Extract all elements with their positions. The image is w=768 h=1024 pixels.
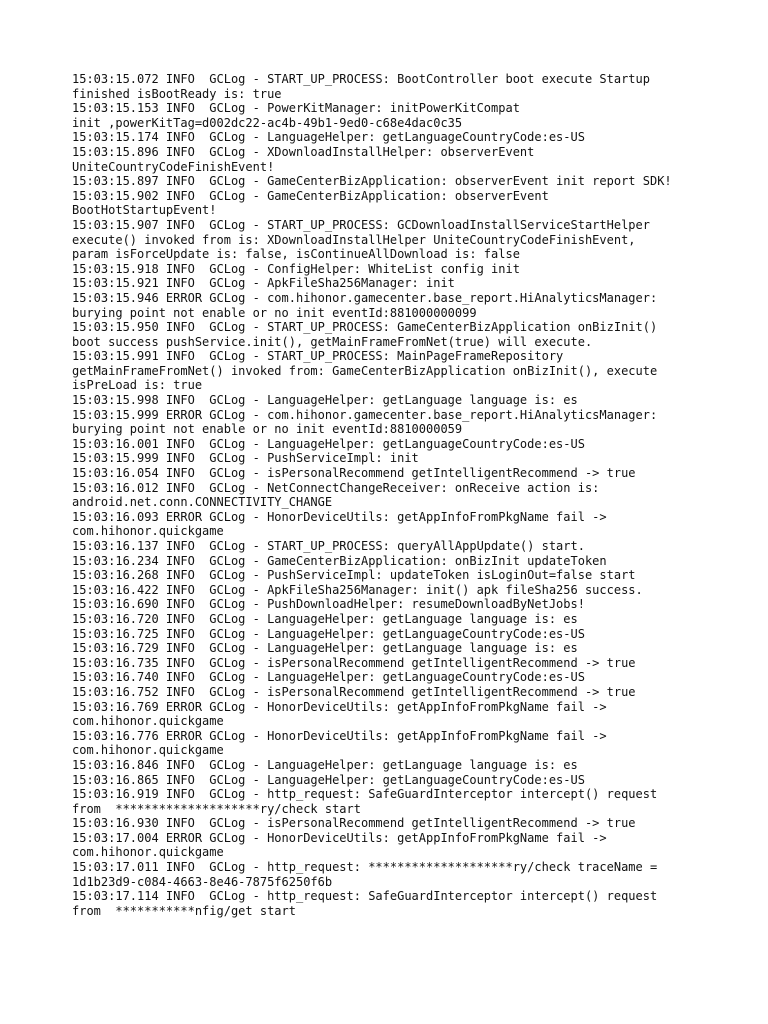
log-line: burying point not enable or no init eventId:881000000099: [72, 305, 477, 320]
log-line: burying point not enable or no init eventId:8810000059: [72, 422, 463, 437]
log-line: from ***********nfig/get start: [72, 903, 296, 918]
log-line: execute() invoked from is: XDownloadInstallHelper UniteCountryCodeFinishEvent,: [72, 232, 636, 247]
document-page: [72, 72, 712, 918]
log-line: param isForceUpdate is: false, isContinueAllDownload is: false: [72, 247, 520, 262]
log-line: isPreLoad is: true: [72, 378, 203, 393]
log-line: 15:03:15.907 INFO GCLog - START_UP_PROCESS: GCDownloadInstallServiceStartHelper: [72, 217, 650, 232]
log-line: 15:03:16.752 INFO GCLog - isPersonalRecommend getIntelligentRecommend -> true: [72, 684, 636, 699]
log-line: 15:03:15.950 INFO GCLog - START_UP_PROCESS: GameCenterBizApplication onBizInit(): [72, 320, 658, 335]
log-line: 15:03:17.011 INFO GCLog - http_request: ********************ry/check traceName =: [72, 860, 658, 875]
log-line: 15:03:16.865 INFO GCLog - LanguageHelper: getLanguageCountryCode:es-US: [72, 772, 585, 787]
log-line: finished isBootReady is: true: [72, 86, 282, 101]
log-line: 15:03:16.001 INFO GCLog - LanguageHelper: getLanguageCountryCode:es-US: [72, 436, 585, 451]
log-line: 15:03:15.896 INFO GCLog - XDownloadInstallHelper: observerEvent: [72, 144, 535, 159]
log-text-block: [72, 72, 712, 918]
log-line: 15:03:15.902 INFO GCLog - GameCenterBizApplication: observerEvent: [72, 188, 549, 203]
log-line: com.hihonor.quickgame: [72, 714, 224, 729]
log-line: boot success pushService.init(), getMainFrameFromNet(true) will execute.: [72, 334, 593, 349]
log-line: 15:03:17.004 ERROR GCLog - HonorDeviceUtils: getAppInfoFromPkgName fail ->: [72, 830, 607, 845]
log-line: 15:03:16.054 INFO GCLog - isPersonalRecommend getIntelligentRecommend -> true: [72, 466, 636, 481]
log-line: com.hihonor.quickgame: [72, 524, 224, 539]
log-line: BootHotStartupEvent!: [72, 203, 217, 218]
log-line: 15:03:17.114 INFO GCLog - http_request: SafeGuardInterceptor intercept() request: [72, 889, 658, 904]
log-line: 1d1b23d9-c084-4663-8e46-7875f6250f6b: [72, 874, 333, 889]
log-line: 15:03:16.234 INFO GCLog - GameCenterBizApplication: onBizInit updateToken: [72, 553, 607, 568]
log-line: 15:03:16.422 INFO GCLog - ApkFileSha256Manager: init() apk fileSha256 success.: [72, 582, 643, 597]
log-line: 15:03:16.137 INFO GCLog - START_UP_PROCESS: queryAllAppUpdate() start.: [72, 539, 585, 553]
log-line: from ********************ry/check start: [72, 801, 361, 816]
log-line: 15:03:16.846 INFO GCLog - LanguageHelper: getLanguage language is: es: [72, 757, 578, 772]
log-line: 15:03:16.012 INFO GCLog - NetConnectChangeReceiver: onReceive action is:: [72, 480, 600, 495]
log-line: 15:03:15.991 INFO GCLog - START_UP_PROCESS: MainPageFrameRepository: [72, 349, 564, 364]
log-line: 15:03:16.740 INFO GCLog - LanguageHelper: getLanguageCountryCode:es-US: [72, 670, 585, 685]
log-line: 15:03:16.919 INFO GCLog - http_request: SafeGuardInterceptor intercept() request: [72, 787, 658, 802]
log-line: 15:03:16.930 INFO GCLog - isPersonalRecommend getIntelligentRecommend -> true: [72, 816, 636, 831]
log-line: 15:03:16.729 INFO GCLog - LanguageHelper: getLanguage language is: es: [72, 641, 578, 656]
log-line: com.hihonor.quickgame: [72, 743, 224, 758]
log-line: 15:03:15.999 ERROR GCLog - com.hihonor.gamecenter.base_report.HiAnalyticsManager:: [72, 407, 658, 422]
log-line: UniteCountryCodeFinishEvent!: [72, 159, 275, 174]
log-line: getMainFrameFromNet() invoked from: GameCenterBizApplication onBizInit(), execute: [72, 363, 658, 378]
log-line: 15:03:15.998 INFO GCLog - LanguageHelper: getLanguage language is: es: [72, 393, 578, 408]
log-line: android.net.conn.CONNECTIVITY_CHANGE: [72, 495, 333, 510]
log-line: 15:03:16.268 INFO GCLog - PushServiceImpl: updateToken isLoginOut=false start: [72, 568, 636, 583]
log-line: 15:03:15.946 ERROR GCLog - com.hihonor.gamecenter.base_report.HiAnalyticsManager:: [72, 290, 658, 305]
log-line: 15:03:15.921 INFO GCLog - ApkFileSha256Manager: init: [72, 276, 455, 291]
log-line: 15:03:15.153 INFO GCLog - PowerKitManager: initPowerKitCompat: [72, 101, 520, 116]
log-line: 15:03:16.735 INFO GCLog - isPersonalRecommend getIntelligentRecommend -> true: [72, 655, 636, 670]
log-line: 15:03:16.776 ERROR GCLog - HonorDeviceUtils: getAppInfoFromPkgName fail ->: [72, 728, 607, 743]
log-line: 15:03:15.174 INFO GCLog - LanguageHelper: getLanguageCountryCode:es-US: [72, 130, 585, 145]
log-line: 15:03:15.897 INFO GCLog - GameCenterBizApplication: observerEvent init report SDK!: [72, 174, 672, 189]
log-line: 15:03:15.999 INFO GCLog - PushServiceImpl: init: [72, 451, 419, 466]
log-line: 15:03:16.690 INFO GCLog - PushDownloadHelper: resumeDownloadByNetJobs!: [72, 597, 585, 612]
log-line: 15:03:15.918 INFO GCLog - ConfigHelper: WhiteList config init: [72, 261, 520, 276]
log-line: 15:03:16.725 INFO GCLog - LanguageHelper: getLanguageCountryCode:es-US: [72, 626, 585, 641]
log-line: 15:03:16.769 ERROR GCLog - HonorDeviceUtils: getAppInfoFromPkgName fail ->: [72, 699, 607, 714]
log-line: com.hihonor.quickgame: [72, 845, 224, 860]
log-line: 15:03:16.720 INFO GCLog - LanguageHelper: getLanguage language is: es: [72, 611, 578, 626]
log-line: 15:03:15.072 INFO GCLog - START_UP_PROCESS: BootController boot execute Startup: [72, 72, 650, 86]
log-line: 15:03:16.093 ERROR GCLog - HonorDeviceUtils: getAppInfoFromPkgName fail ->: [72, 509, 607, 524]
log-line: init ,powerKitTag=d002dc22-ac4b-49b1-9ed0-c68e4dac0c35: [72, 115, 463, 130]
